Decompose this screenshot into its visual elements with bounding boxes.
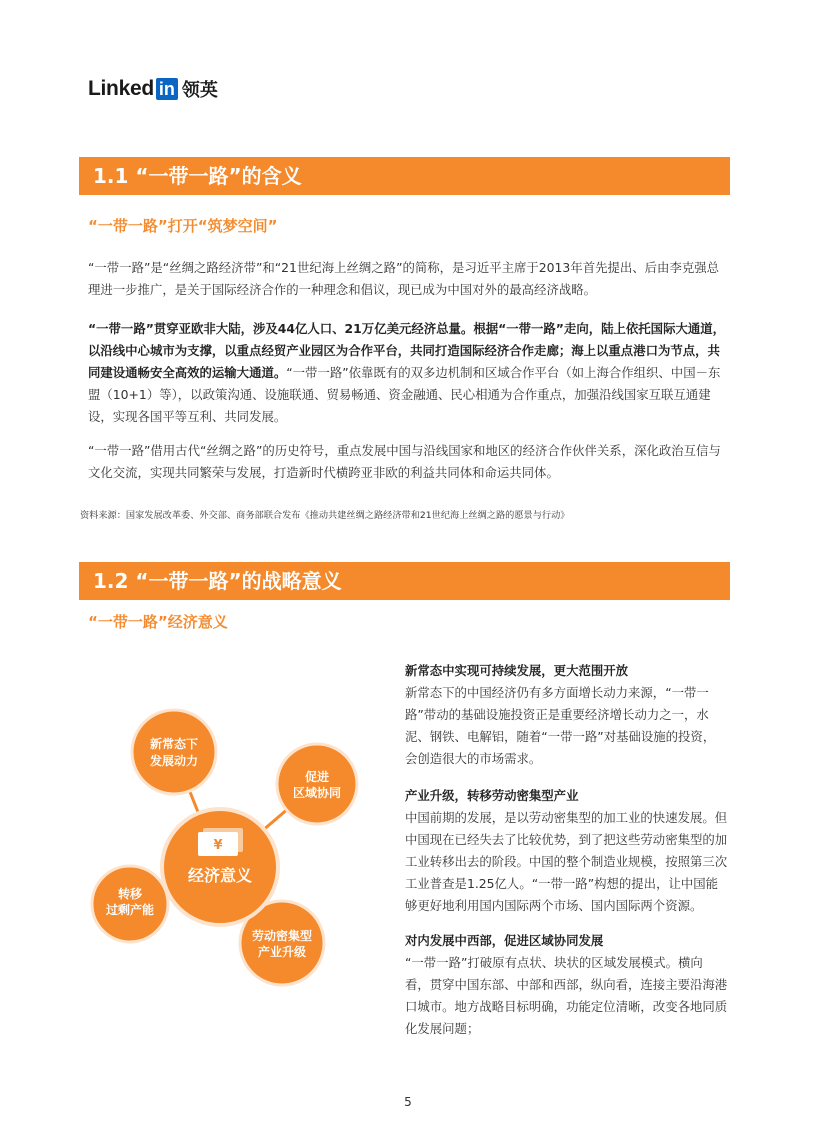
block-2-line-4: 工业普查是1.25亿人。“一带一路”构想的提出，让中国能	[405, 876, 719, 891]
node-top-right-line-1: 促进	[304, 770, 330, 784]
block-3-line-3: 口城市。地方战略目标明确，功能定位清晰，改变各地同质	[405, 999, 728, 1014]
node-bottom-left-line-2: 过剩产能	[105, 903, 155, 917]
section-1-heading: 1.1 “一带一路”的含义	[79, 157, 730, 195]
logo-wordmark: Linked	[88, 77, 154, 100]
section-1-paragraph-3: “一带一路”借用古代“丝绸之路”的历史符号，重点发展中国与沿线国家和地区的经济合作伙伴关系，深化政治互信与文化交流，实现共同繁荣与发展，打造新时代横跨亚非欧的利益共同体和命运共同体。	[88, 443, 721, 480]
section-2-subheading: “一带一路”经济意义	[88, 613, 228, 631]
node-bottom-left-line-1: 转移	[117, 887, 143, 901]
node-top-right	[277, 744, 357, 824]
section-1-subheading: “一带一路”打开“筑梦空间”	[88, 217, 278, 235]
logo-chinese-name: 领英	[181, 80, 218, 101]
block-1-line-1: 新常态下的中国经济仍有多方面增长动力来源，“一带一	[405, 685, 709, 700]
section-1-paragraph-2-bold: “一带一路”贯穿亚欧非大陆，涉及44亿人口、21万亿美元经济总量。根据“一带一路”走向，陆上依托国际大通道，以沿线中心城市为支撑，以重点经贸产业园区为合作平台，共同打造国际经济合作走廊；海上以重点港口为节点，共同建设通畅安全高效的运输大通道。	[88, 321, 726, 380]
center-node	[162, 809, 278, 925]
block-sustainable-development	[405, 660, 735, 770]
node-top-left-line-2: 发展动力	[149, 754, 199, 768]
center-node-label: 经济意义	[187, 866, 253, 885]
economic-significance-diagram	[88, 700, 388, 1000]
page-number: 5	[404, 1095, 412, 1109]
block-2-line-2: 中国现在已经失去了比较优势，到了把这些劳动密集型的加	[405, 832, 728, 847]
block-1-line-3: 泥、钢铁、电解铝，随着“一带一路”对基础设施的投资，	[405, 729, 716, 744]
yen-symbol: ¥	[213, 838, 223, 853]
block-3-line-1: “一带一路”打破原有点状、块状的区域发展模式。横向	[405, 955, 703, 970]
source-note: 资料来源：国家发展改革委、外交部、商务部联合发布《推动共建丝绸之路经济带和21世纪海上丝绸之路的愿景与行动》	[80, 510, 570, 521]
node-top-right-line-2: 区域协同	[292, 786, 342, 800]
block-3-line-2: 看，贯穿中国东部、中部和西部，纵向看，连接主要沿海港	[405, 977, 728, 992]
block-2-title: 产业升级，转移劳动密集型产业	[405, 788, 579, 803]
block-3-title: 对内发展中西部，促进区域协同发展	[405, 933, 604, 948]
banknote-icon	[198, 828, 243, 856]
block-regional-coordination	[405, 930, 735, 1040]
section-1-paragraph-2	[88, 318, 730, 428]
block-3-line-4: 化发展问题；	[405, 1021, 480, 1036]
block-1-line-4: 会创造很大的市场需求。	[405, 751, 542, 766]
block-industrial-upgrade	[405, 785, 735, 917]
node-bottom-right-line-2: 产业升级	[257, 945, 307, 959]
node-bottom-right-line-1: 劳动密集型	[251, 929, 313, 943]
block-1-title: 新常态中实现可持续发展，更大范围开放	[405, 663, 629, 678]
block-2-line-5: 够更好地利用国内国际两个市场、国内国际两个资源。	[405, 898, 703, 913]
block-1-line-2: 路”带动的基础设施投资正是重要经济增长动力之一，水	[405, 707, 709, 722]
section-1-paragraph-2-rest: “一带一路”依靠既有的双多边机制和区域合作平台（如上海合作组织、中国－东盟（10+1）等），以政策沟通、设施联通、贸易畅通、资金融通、民心相通为合作重点，加强沿线国家互联互通建设，实现各国平等互利、共同发展。	[88, 365, 721, 424]
block-2-line-3: 工业转移出去的阶段。中国的整个制造业规模，按照第三次	[405, 854, 728, 869]
node-top-left	[132, 710, 216, 794]
block-2-line-1: 中国前期的发展，是以劳动密集型的加工业的快速发展。但	[405, 810, 728, 825]
section-2-heading: 1.2 “一带一路”的战略意义	[79, 562, 730, 600]
logo-in-box: in	[156, 78, 178, 100]
section-1-paragraph-1: “一带一路”是“丝绸之路经济带”和“21世纪海上丝绸之路”的简称，是习近平主席于2013年首先提出、后由李克强总理进一步推广，是关于国际经济合作的一种理念和倡议，现已成为中国对外的最高经济战略。	[88, 260, 720, 297]
node-bottom-left	[92, 866, 168, 942]
linkedin-logo	[88, 76, 218, 102]
node-top-left-line-1: 新常态下	[149, 737, 199, 751]
